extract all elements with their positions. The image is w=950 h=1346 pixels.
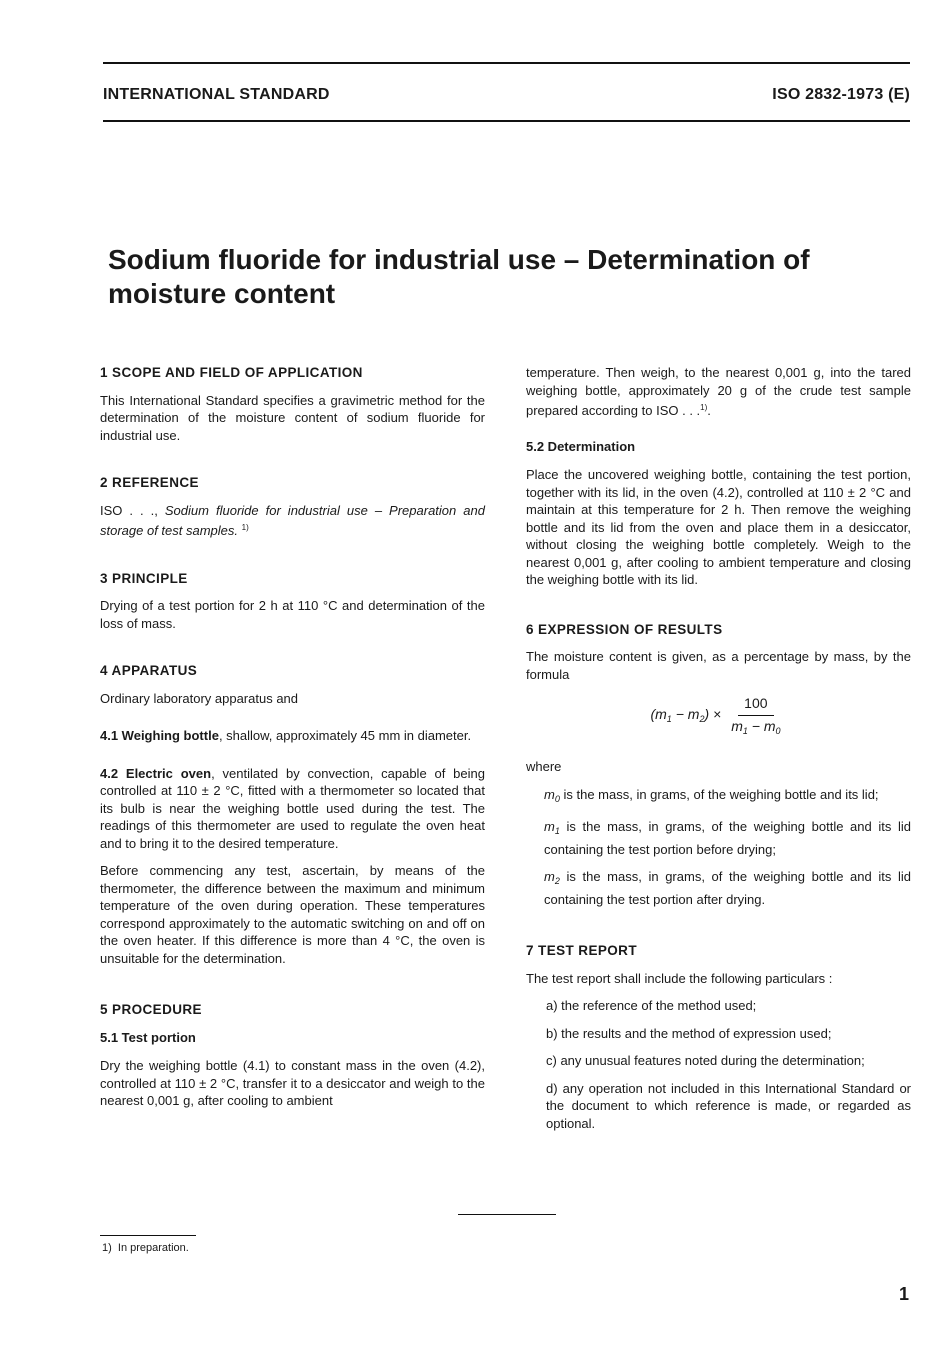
footnote — [102, 1242, 189, 1254]
item-4-1-label: 4.1 Weighing bottle — [100, 728, 219, 743]
footnote-marker: 1) — [700, 403, 708, 412]
footnote-text: In preparation. — [117, 1242, 189, 1254]
section-1-text: This International Standard specifies a gravimetric method for the determination of the moisture content of sodium fluoride for industrial use. — [100, 392, 485, 443]
page-number: 1 — [899, 1284, 910, 1304]
report-items — [526, 997, 911, 1132]
item-4-2 — [100, 765, 485, 853]
definition-m2: $m_2$ is the mass, in grams, of the weighing bottle and its lid containing the test portion after drying. — [544, 869, 911, 907]
item-4-1-text: , shallow, approximately 45 mm in diameter. — [218, 728, 472, 743]
definition-m0: $m_0$ is the mass, in grams, of the weighing bottle and its lid; — [544, 786, 879, 804]
header-standard-label: INTERNATIONAL STANDARD — [103, 86, 330, 103]
section-7-heading: 7 TEST REPORT — [526, 943, 637, 958]
formula-left-term: $(m_1 - m_2)$ × — [650, 706, 722, 725]
subsection-5-1-text-part-2: temperature. Then weigh, to the nearest 0,001 g, into the tared weighing bottle, approximately 20 g of the crude test sample prepared according to ISO . . .$^{1)}$. — [526, 365, 911, 418]
section-4-intro: Ordinary laboratory apparatus and — [100, 690, 299, 706]
item-4-1 — [100, 727, 485, 745]
list-item: a) the reference of the method used; — [546, 998, 757, 1013]
item-4-2-label: 4.2 Electric oven — [100, 765, 212, 781]
reference-lead: ISO . . ., — [100, 502, 158, 518]
right-column — [526, 364, 911, 1142]
section-1-heading: 1 SCOPE AND FIELD OF APPLICATION — [100, 365, 363, 380]
section-6-intro: The moisture content is given, as a percentage by mass, by the formula — [526, 649, 911, 682]
item-4-2-text: , ventilated by convection, capable of being controlled at 110 ± 2 °C, fitted with a thermometer so located that its bulb is near the weighing bottle used during the test. The readings of this thermometer are used to regulate the oven heat and to bring it to the desired temperature. — [100, 765, 485, 851]
section-2-heading: 2 REFERENCE — [100, 475, 199, 490]
subsection-5-2-text: Place the uncovered weighing bottle, containing the test portion, together with its lid, in the oven (4.2), controlled at 110 ± 2 °C and maintain at this temperature for 2 h. Then remove the weighing bottle and its lid from the oven and place them in a desiccator, without closing the weighing bottle completely. Weigh to the nearest 0,001 g, after cooling to ambient temperature and closing the weighing bottle with its lid. — [526, 467, 911, 587]
where-label: where — [526, 759, 562, 774]
section-6-heading: 6 EXPRESSION OF RESULTS — [526, 621, 723, 637]
footnote-rule — [100, 1235, 196, 1236]
definition-m1: $m_1$ is the mass, in grams, of the weighing bottle and its lid containing the test portion before drying; — [544, 819, 911, 857]
subsection-5-2-heading: 5.2 Determination — [526, 438, 636, 454]
section-4-paragraph-2: Before commencing any test, ascertain, by means of the thermometer, the difference between the maximum and minimum temperature of the oven during operation. These temperatures correspond approximately to the automatic switching on and off on the oven heater. If this difference is more than 4 °C, the oven is unsuitable for the determination. — [100, 863, 485, 966]
formula-fraction — [725, 695, 786, 740]
subsection-5-1-text-part-1: Dry the weighing bottle (4.1) to constant mass in the oven (4.2), controlled at 110 ± 2 °C, transfer it to a desiccator and weigh to the nearest 0,001 g, after cooling to ambient — [100, 1058, 485, 1108]
section-5-heading: 5 PROCEDURE — [100, 1002, 202, 1017]
variable-definitions — [526, 786, 911, 909]
page-title: Sodium fluoride for industrial use – Determination of moisture content — [108, 244, 810, 309]
list-item: c) any unusual features noted during the determination; — [546, 1053, 865, 1068]
moisture-formula — [526, 695, 911, 740]
section-7-intro: The test report shall include the following particulars : — [526, 970, 833, 986]
end-of-text-rule — [458, 1214, 556, 1215]
header-bottom-rule — [103, 120, 910, 122]
footnote-marker: 1) — [241, 523, 249, 532]
section-2-text — [100, 502, 485, 540]
list-item: b) the results and the method of expression used; — [546, 1025, 832, 1041]
subsection-5-1-heading: 5.1 Test portion — [100, 1029, 196, 1045]
header-top-rule — [103, 62, 910, 64]
section-3-text: Drying of a test portion for 2 h at 110 °C and determination of the loss of mass. — [100, 598, 485, 631]
formula-denominator: $m_1 - m_0$ — [731, 717, 781, 736]
footnote-mark: 1) — [102, 1242, 112, 1254]
formula-numerator: 100 — [738, 695, 773, 716]
left-column — [100, 364, 485, 1120]
section-3-heading: 3 PRINCIPLE — [100, 570, 188, 586]
list-item: d) any operation not included in this International Standard or the document to which reference is made, or regarded as optional. — [546, 1080, 911, 1131]
section-4-heading: 4 APPARATUS — [100, 663, 198, 678]
reference-title: Sodium fluoride for industrial use – Preparation and storage of test samples. — [100, 502, 485, 538]
header-iso-number: ISO 2832-1973 (E) — [772, 86, 910, 103]
